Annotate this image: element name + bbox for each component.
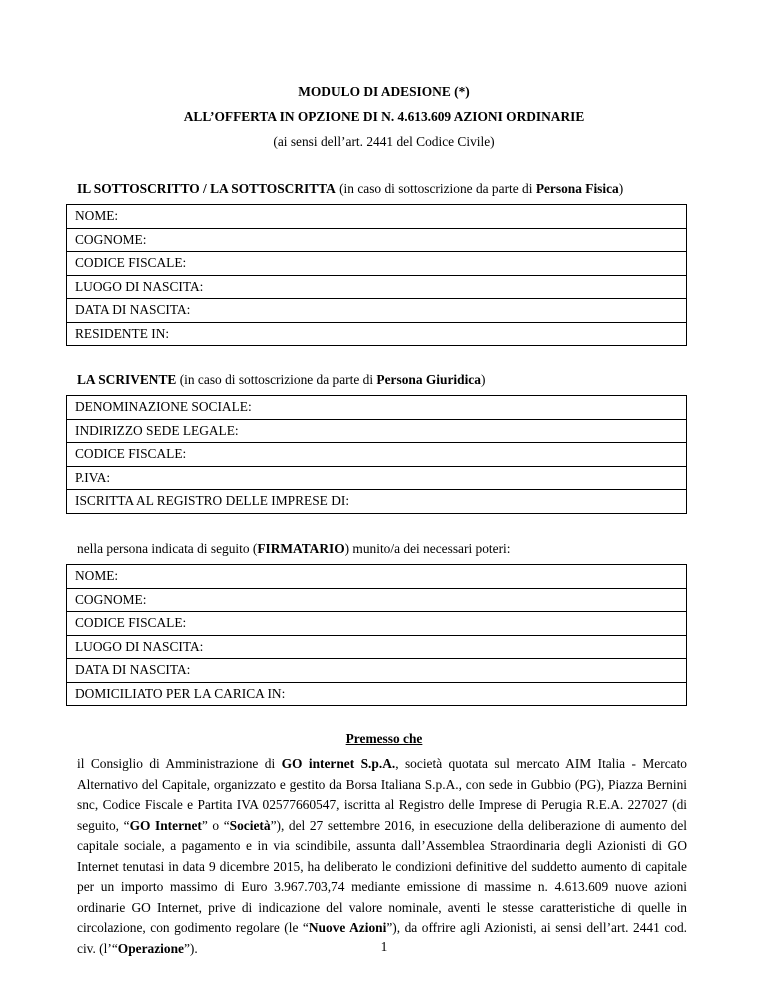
persona-fisica-table xyxy=(66,204,687,346)
field-luogo-di-nascita[interactable]: LUOGO DI NASCITA: xyxy=(67,275,687,299)
field-p-iva[interactable]: P.IVA: xyxy=(67,466,687,490)
field-nome[interactable]: NOME: xyxy=(67,205,687,229)
field-data-di-nascita[interactable]: DATA DI NASCITA: xyxy=(67,659,687,683)
legal-reference: (ai sensi dell’art. 2441 del Codice Civile) xyxy=(273,134,495,149)
field-codice-fiscale[interactable]: CODICE FISCALE: xyxy=(67,252,687,276)
field-registro-imprese[interactable]: ISCRITTA AL REGISTRO DELLE IMPRESE DI: xyxy=(67,490,687,514)
field-cognome[interactable]: COGNOME: xyxy=(67,588,687,612)
field-codice-fiscale[interactable]: CODICE FISCALE: xyxy=(67,612,687,636)
premesso-paragraph: il Consiglio di Amministrazione di GO internet S.p.A., società quotata sul mercato AIM Italia - Mercato Alternativo del Capitale, organizzato e gestito da Borsa Italiana S.p.A., con sede in Gubbio (PG), Piazza Bernini snc, Codice Fiscale e Partita IVA 02577660547, iscritta al Registro delle Imprese di Perugia R.E.A. 227027 (di seguito, “GO Internet” o “Società”), del 27 settembre 2016, in esecuzione della deliberazione di aumento del capitale sociale, a pagamento e in via scindibile, assunta dall’Assemblea Straordinaria degli Azionisti di GO Internet tenutasi in data 9 dicembre 2015, ha deliberato le condizioni definitive del suddetto aumento di capitale per un importo massimo di Euro 3.967.703,74 mediante emissione di massime n. 4.613.609 nuove azioni ordinarie GO Internet, prive di indicazione del valore nominale, aventi le stesse caratteristiche di quelle in circolazione, con godimento regolare (le “Nuove Azioni”), da offrire agli Azionisti, ai sensi dell’art. 2441 cod. civ. (l’“Operazione”). xyxy=(77,756,688,956)
firmatario-table xyxy=(66,564,687,706)
persona-giuridica-table xyxy=(66,395,687,514)
persona-fisica-heading: IL SOTTOSCRITTO / LA SOTTOSCRITTA (in caso di sottoscrizione da parte di Persona Fisica) xyxy=(77,181,624,196)
premesso-heading: Premesso che xyxy=(345,731,423,746)
field-domicilio-carica[interactable]: DOMICILIATO PER LA CARICA IN: xyxy=(67,682,687,706)
document-subtitle: ALL’OFFERTA IN OPZIONE DI N. 4.613.609 AZIONI ORDINARIE xyxy=(183,109,585,124)
field-residente-in[interactable]: RESIDENTE IN: xyxy=(67,322,687,346)
field-nome[interactable]: NOME: xyxy=(67,565,687,589)
field-luogo-di-nascita[interactable]: LUOGO DI NASCITA: xyxy=(67,635,687,659)
field-cognome[interactable]: COGNOME: xyxy=(67,228,687,252)
firmatario-heading: nella persona indicata di seguito (FIRMATARIO) munito/a dei necessari poteri: xyxy=(77,541,511,556)
persona-giuridica-heading: LA SCRIVENTE (in caso di sottoscrizione da parte di Persona Giuridica) xyxy=(77,372,486,387)
field-indirizzo-sede-legale[interactable]: INDIRIZZO SEDE LEGALE: xyxy=(67,419,687,443)
field-denominazione-sociale[interactable]: DENOMINAZIONE SOCIALE: xyxy=(67,396,687,420)
page-number: 1 xyxy=(380,939,388,954)
field-codice-fiscale[interactable]: CODICE FISCALE: xyxy=(67,443,687,467)
document-title: MODULO DI ADESIONE (*) xyxy=(298,84,470,99)
field-data-di-nascita[interactable]: DATA DI NASCITA: xyxy=(67,299,687,323)
